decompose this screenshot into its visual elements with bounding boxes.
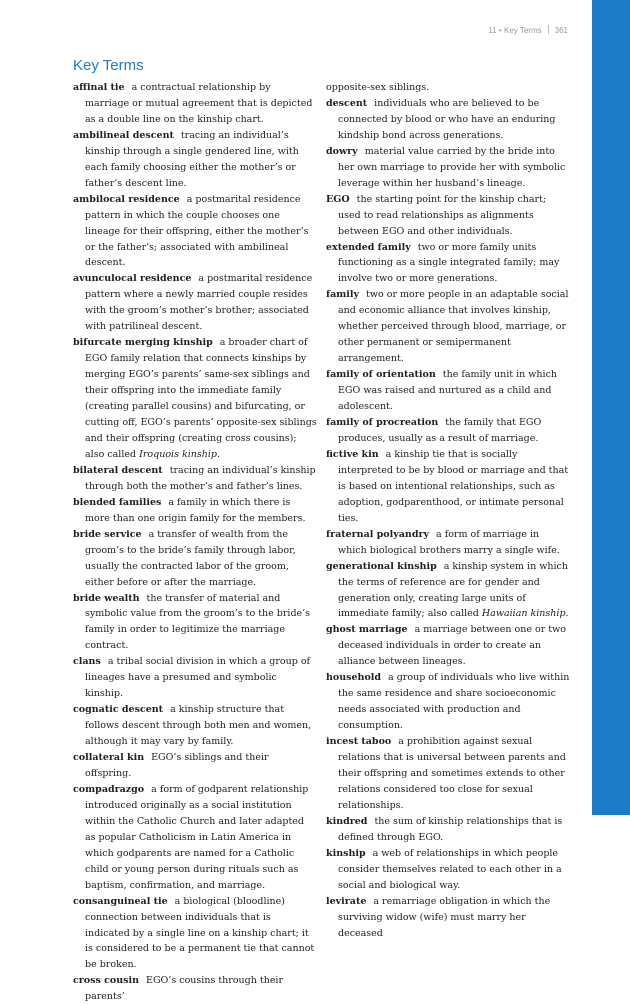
- glossary-definition: the family that EGO produces, usually as a result of marriage.: [338, 417, 542, 444]
- section-title: Key Terms: [73, 57, 144, 74]
- glossary-entry: [326, 415, 570, 447]
- glossary-term: affinal tie: [73, 82, 125, 93]
- glossary-entry: [326, 734, 570, 814]
- glossary-definition: a prohibition against sexual relations that is universal between parents and their offspring and sometimes extends to other relations considered too close for sexual relationships.: [338, 736, 566, 811]
- glossary-term: cross cousin: [73, 975, 140, 987]
- glossary-entry: [73, 654, 317, 702]
- glossary-definition: the transfer of material and symbolic value from the groom’s to the bride’s family in order to legitimize the marriage contract.: [85, 592, 311, 652]
- glossary-definition: a kinship system in which the terms of reference are for gender and generation only, creating large units of immediate family; also called: [338, 560, 568, 620]
- glossary-term: bilateral descent: [73, 464, 163, 476]
- glossary-entry: [326, 527, 570, 559]
- glossary-term: family of procreation: [326, 417, 439, 429]
- glossary-term: consanguineal tie: [73, 895, 168, 907]
- glossary-entry: [73, 495, 317, 527]
- glossary-term: EGO: [326, 193, 350, 205]
- header-divider: [548, 25, 549, 34]
- glossary-term: fraternal polyandry: [326, 528, 430, 540]
- glossary-entry: [73, 782, 317, 894]
- glossary-entry: [73, 463, 317, 495]
- glossary-entry: [73, 80, 317, 128]
- glossary-definition: opposite-sex siblings.: [326, 82, 430, 93]
- glossary-term: family: [326, 289, 360, 301]
- glossary-entry: [73, 192, 317, 272]
- glossary-definition: a biological (bloodline) connection between individuals that is indicated by a single line on a kinship chart; it is considered to be a permanent tie that cannot be broken.: [85, 895, 315, 971]
- glossary-term: ambilocal residence: [73, 193, 180, 205]
- glossary-entry: [326, 814, 570, 846]
- glossary-definition: two or more people in an adaptable social and economic alliance that involves kinship, whether perceived through blood, marriage, or other permanent or semipermanent arrangement.: [338, 289, 569, 365]
- glossary-term: generational kinship: [326, 560, 437, 572]
- glossary-term: bride service: [73, 528, 142, 540]
- chapter-label: 11 • Key Terms: [488, 26, 542, 35]
- glossary-definition: a form of godparent relationship introduced originally as a social institution within the Catholic Church and later adapted as popular Catholicism in Latin America in which godparents are named for a Catholic child or young person during rituals such as baptism, confirmation, and marriage.: [85, 783, 309, 891]
- glossary-entry: [73, 271, 317, 335]
- glossary-definition: material value carried by the bride into her own marriage to provide her with symbolic leverage within her husband’s lineage.: [338, 145, 566, 189]
- glossary-entry: [73, 973, 317, 1005]
- glossary-entry: [326, 144, 570, 192]
- running-header: [488, 25, 568, 35]
- glossary-term: descent: [326, 97, 368, 109]
- glossary-punctuation: .: [217, 448, 221, 460]
- glossary-entry: [326, 240, 570, 288]
- glossary-term: clans: [73, 656, 101, 668]
- glossary-definition: a family in which there is more than one origin family for the members.: [85, 496, 306, 524]
- glossary-term: family of orientation: [326, 369, 436, 381]
- glossary-entry: [73, 128, 317, 192]
- glossary-definition: a marriage between one or two deceased individuals in order to create an alliance between lineages.: [338, 624, 566, 668]
- glossary-entry: [326, 447, 570, 527]
- glossary-term: dowry: [326, 145, 358, 157]
- glossary-column-right: [326, 80, 570, 941]
- glossary-entry: [326, 846, 570, 894]
- glossary-term: incest taboo: [326, 736, 392, 748]
- glossary-column-left: [73, 80, 317, 1005]
- glossary-term: cognatic descent: [73, 704, 164, 716]
- glossary-entry: [73, 335, 317, 463]
- glossary-entry: [326, 367, 570, 415]
- glossary-entry: [73, 894, 317, 974]
- glossary-definition: individuals who are believed to be connected by blood or who have an enduring kindship bond across generations.: [338, 97, 556, 141]
- glossary-definition: a postmarital residence pattern where a newly married couple resides with the groom’s mother’s brother; associated with patrilineal descent.: [85, 273, 313, 333]
- glossary-definition: a postmarital residence pattern in which the couple chooses one lineage for their offspring, either the mother’s or the father’s; associated with ambilineal descent.: [85, 193, 309, 269]
- glossary-term: bride wealth: [73, 592, 140, 604]
- glossary-term: avunculocal residence: [73, 273, 192, 285]
- glossary-term: fictive kin: [326, 448, 379, 460]
- glossary-term: compadrazgo: [73, 783, 145, 795]
- glossary-alt-term: Iroquois kinship: [139, 448, 218, 460]
- glossary-term: household: [326, 672, 382, 684]
- glossary-definition: tracing an individual’s kinship through a single gendered line, with each family choosing either the mother’s or father’s descent line.: [85, 129, 299, 189]
- glossary-entry: [326, 96, 570, 144]
- glossary-definition: a web of relationships in which people consider themselves related to each other in a social and biological way.: [338, 847, 562, 891]
- chapter-color-bar: [592, 0, 630, 815]
- glossary-term: ambilineal descent: [73, 129, 174, 141]
- glossary-term: ghost marriage: [326, 624, 408, 636]
- glossary-definition: a kinship tie that is socially interpreted to be by blood or marriage and that is based on intentional relationships, such as adoption, godparenthood, or intimate personal ties.: [338, 448, 569, 524]
- glossary-definition: a kinship structure that follows descent through both men and women, although it may vary by family.: [85, 704, 312, 748]
- glossary-definition: EGO’s cousins through their parents’: [85, 975, 284, 1003]
- glossary-entry: [326, 192, 570, 240]
- glossary-term: collateral kin: [73, 752, 145, 764]
- glossary-entry: [73, 750, 317, 782]
- glossary-entry: [73, 527, 317, 591]
- page-number: 361: [554, 26, 568, 35]
- glossary-definition: a form of marriage in which biological brothers marry a single wife.: [338, 528, 560, 556]
- glossary-definition: the sum of kinship relationships that is defined through EGO.: [338, 815, 563, 843]
- glossary-term: blended families: [73, 496, 162, 508]
- glossary-definition: a contractual relationship by marriage or mutual agreement that is depicted as a double line on the kinship chart.: [85, 82, 313, 125]
- glossary-entry: [73, 591, 317, 655]
- glossary-definition: tracing an individual’s kinship through both the mother’s and father’s lines.: [85, 464, 316, 492]
- glossary-term: levirate: [326, 895, 367, 907]
- glossary-definition: a broader chart of EGO family relation that connects kinships by merging EGO’s parents’ same-sex siblings and their offspring into the immediate family (creating parallel cousins) and bifurcating, or cutting off, EGO’s parents’ opposite-sex siblings and their offspring (creating cross cousins); also called: [85, 337, 317, 460]
- glossary-entry: [73, 702, 317, 750]
- glossary-definition: a remarriage obligation in which the surviving widow (wife) must marry her deceased: [338, 895, 551, 939]
- glossary-term: extended family: [326, 241, 411, 253]
- glossary-entry: [326, 622, 570, 670]
- glossary-definition: two or more family units functioning as a single integrated family; may involve two or more generations.: [338, 241, 560, 285]
- glossary-entry: [326, 894, 570, 942]
- glossary-definition: a tribal social division in which a group of lineages have a presumed and symbolic kinship.: [85, 656, 311, 700]
- glossary-definition: EGO’s siblings and their offspring.: [85, 752, 269, 779]
- glossary-definition: a group of individuals who live within the same residence and share socioeconomic needs associated with production and consumption.: [338, 672, 570, 732]
- glossary-entry: [326, 559, 570, 623]
- glossary-definition: the family unit in which EGO was raised and nurtured as a child and adolescent.: [338, 369, 558, 413]
- glossary-definition: the starting point for the kinship chart; used to read relationships as alignments between EGO and other individuals.: [338, 193, 547, 237]
- glossary-term: bifurcate merging kinship: [73, 337, 213, 349]
- glossary-term: kinship: [326, 847, 366, 859]
- glossary-entry: [326, 670, 570, 734]
- glossary-punctuation: .: [565, 608, 569, 620]
- glossary-term: kindred: [326, 815, 368, 827]
- glossary-entry: [326, 287, 570, 367]
- glossary-alt-term: Hawaiian kinship: [481, 608, 566, 620]
- glossary-entry: [326, 80, 570, 96]
- glossary-definition: a transfer of wealth from the groom’s to the bride’s family through labor, usually the contracted labor of the groom, either before or after the marriage.: [85, 528, 296, 588]
